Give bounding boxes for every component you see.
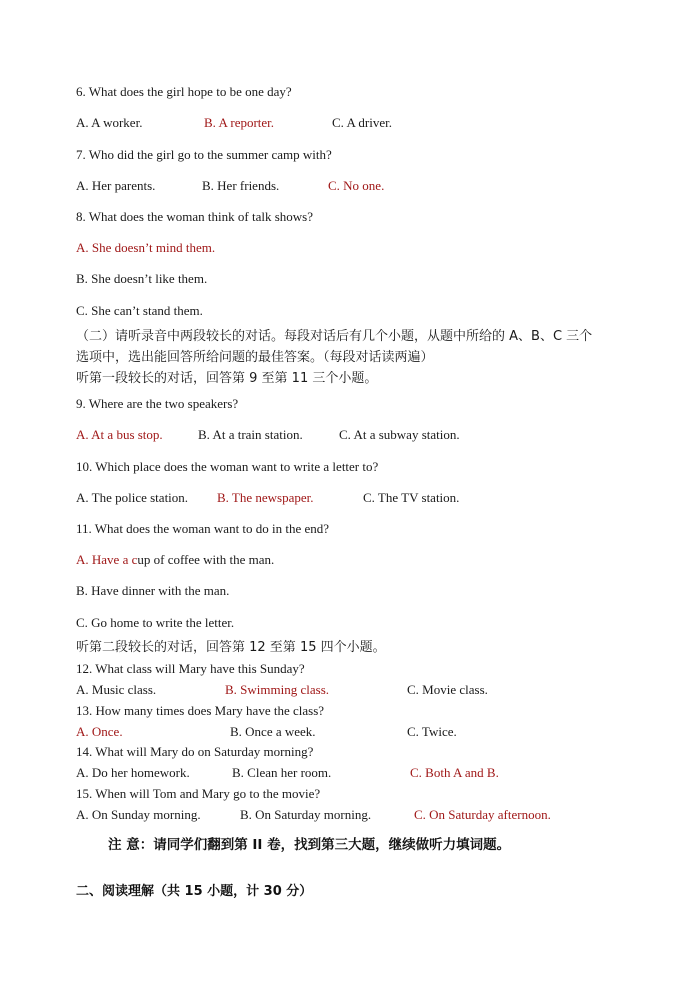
- q13-option-b: B. Once a week.: [230, 724, 316, 739]
- question-9: 9. Where are the two speakers?: [76, 396, 239, 411]
- q9-option-b: B. At a train station.: [198, 427, 303, 442]
- q14-option-c-answer: C. Both A and B.: [410, 765, 499, 780]
- q11-option-a-rest: up of coffee with the man.: [137, 552, 275, 567]
- question-15: 15. When will Tom and Mary go to the movie?: [76, 786, 321, 801]
- part2-instruction-line1: （二）请听录音中两段较长的对话。每段对话后有几个小题，从题中所给的 A、B、C 三个: [76, 329, 593, 344]
- q9-option-a-answer: A. At a bus stop.: [76, 427, 163, 442]
- q8-option-c: C. She can’t stand them.: [76, 303, 203, 318]
- question-10: 10. Which place does the woman want to write a letter to?: [76, 459, 379, 474]
- q13-option-a-answer: A. Once.: [76, 724, 123, 739]
- question-8: 8. What does the woman think of talk shows?: [76, 209, 313, 224]
- q12-option-a: A. Music class.: [76, 682, 157, 697]
- reading-section-title: 二、阅读理解（共 15 小题，计 30 分）: [76, 884, 313, 899]
- q10-option-a: A. The police station.: [76, 490, 189, 505]
- q12-option-b-answer: B. Swimming class.: [225, 682, 330, 697]
- q15-option-a: A. On Sunday morning.: [76, 807, 201, 822]
- q11-option-b: B. Have dinner with the man.: [76, 583, 230, 598]
- q14-options: [76, 765, 636, 781]
- q14-option-a: A. Do her homework.: [76, 765, 190, 780]
- q15-option-b: B. On Saturday morning.: [240, 807, 372, 822]
- q6-option-a: A. A worker.: [76, 115, 143, 130]
- listening-notice: 注 意：请同学们翻到第 II 卷，找到第三大题，继续做听力填词题。: [108, 837, 511, 853]
- question-7: 7. Who did the girl go to the summer camp with?: [76, 147, 332, 162]
- q8-option-b: B. She doesn’t like them.: [76, 271, 208, 286]
- q7-option-c-answer: C. No one.: [328, 178, 385, 193]
- dialogue1-intro: 听第一段较长的对话，回答第 9 至第 11 三个小题。: [76, 371, 378, 386]
- q7-option-b: B. Her friends.: [202, 178, 280, 193]
- q9-options: [76, 427, 636, 443]
- dialogue2-intro: 听第二段较长的对话，回答第 12 至第 15 四个小题。: [76, 640, 386, 655]
- q13-options: [76, 724, 636, 740]
- q10-option-b-answer: B. The newspaper.: [217, 490, 314, 505]
- q6-option-c: C. A driver.: [332, 115, 392, 130]
- q8-option-a-answer: A. She doesn’t mind them.: [76, 240, 216, 255]
- q11-option-a-answer-part: A. Have a c: [76, 552, 138, 567]
- question-13: 13. How many times does Mary have the class?: [76, 703, 325, 718]
- q12-option-c: C. Movie class.: [407, 682, 488, 697]
- part2-instruction-line2: 选项中，选出能回答所给问题的最佳答案。（每段对话读两遍）: [76, 350, 434, 365]
- question-6: 6. What does the girl hope to be one day?: [76, 84, 292, 99]
- q7-options: [76, 178, 636, 194]
- q13-option-c: C. Twice.: [407, 724, 457, 739]
- q6-option-b-answer: B. A reporter.: [204, 115, 275, 130]
- q10-option-c: C. The TV station.: [363, 490, 460, 505]
- q15-option-c-answer: C. On Saturday afternoon.: [414, 807, 551, 822]
- q11-option-a: [76, 552, 274, 568]
- q9-option-c: C. At a subway station.: [339, 427, 460, 442]
- q6-options: [76, 115, 636, 131]
- q10-options: [76, 490, 636, 506]
- q15-options: [76, 807, 656, 823]
- question-14: 14. What will Mary do on Saturday morning?: [76, 744, 314, 759]
- q12-options: [76, 682, 636, 698]
- q11-option-c: C. Go home to write the letter.: [76, 615, 235, 630]
- q7-option-a: A. Her parents.: [76, 178, 156, 193]
- q14-option-b: B. Clean her room.: [232, 765, 332, 780]
- question-12: 12. What class will Mary have this Sunday?: [76, 661, 305, 676]
- question-11: 11. What does the woman want to do in the end?: [76, 521, 330, 536]
